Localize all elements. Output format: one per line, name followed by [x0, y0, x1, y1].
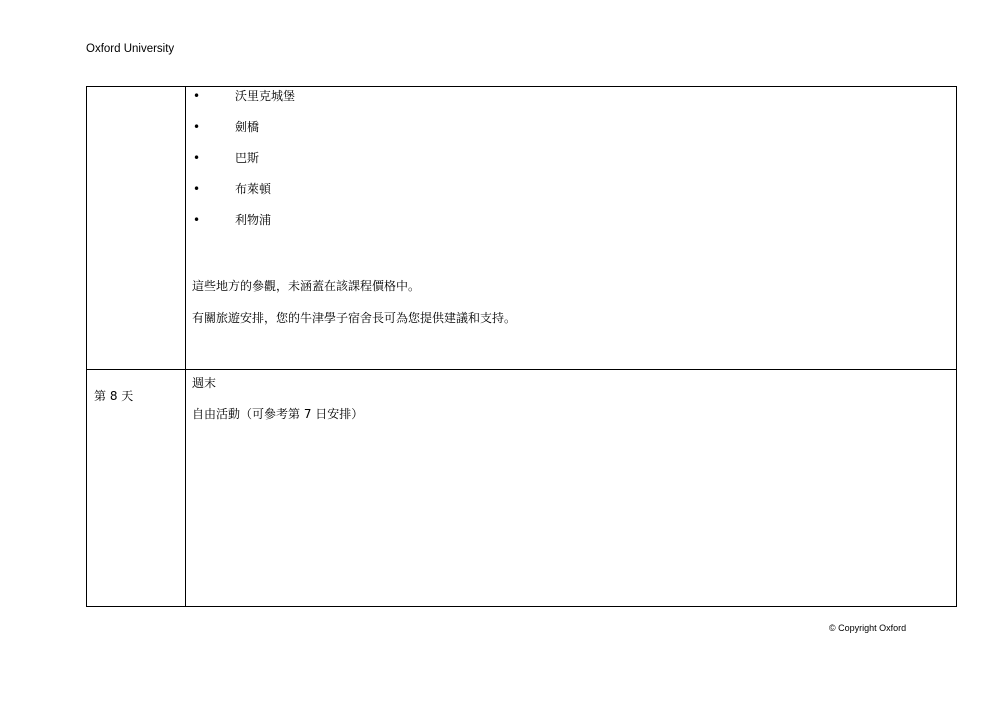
destination-name: 沃里克城堡	[235, 89, 296, 103]
table-row	[87, 370, 956, 606]
destination-name: 巴斯	[235, 151, 260, 165]
bullet-icon: •	[193, 89, 201, 103]
note-paragraph: 這些地方的參觀，未涵蓋在該課程價格中。	[192, 279, 421, 293]
day-cell	[87, 370, 185, 606]
destination-name: 利物浦	[235, 213, 272, 227]
bullet-icon: •	[193, 213, 201, 227]
content-cell	[186, 87, 956, 369]
copyright-footer: © Copyright Oxford	[829, 623, 907, 633]
note-paragraph: 有關旅遊安排，您的牛津學子宿舍長可為您提供建議和支持。	[192, 311, 517, 325]
day-activity: 自由活動（可參考第 7 日安排）	[192, 407, 364, 421]
document-header-title: Oxford University	[86, 43, 175, 55]
destination-name: 布萊頓	[235, 182, 272, 196]
day-label: 第 8 天	[94, 389, 134, 403]
bullet-icon: •	[193, 120, 201, 134]
content-cell	[186, 370, 956, 606]
bullet-icon: •	[193, 151, 201, 165]
day-heading: 週末	[192, 376, 217, 390]
destination-name: 劍橋	[235, 120, 260, 134]
bullet-icon: •	[193, 182, 201, 196]
table-row	[87, 87, 956, 370]
itinerary-table	[86, 86, 957, 607]
day-cell	[87, 87, 185, 369]
